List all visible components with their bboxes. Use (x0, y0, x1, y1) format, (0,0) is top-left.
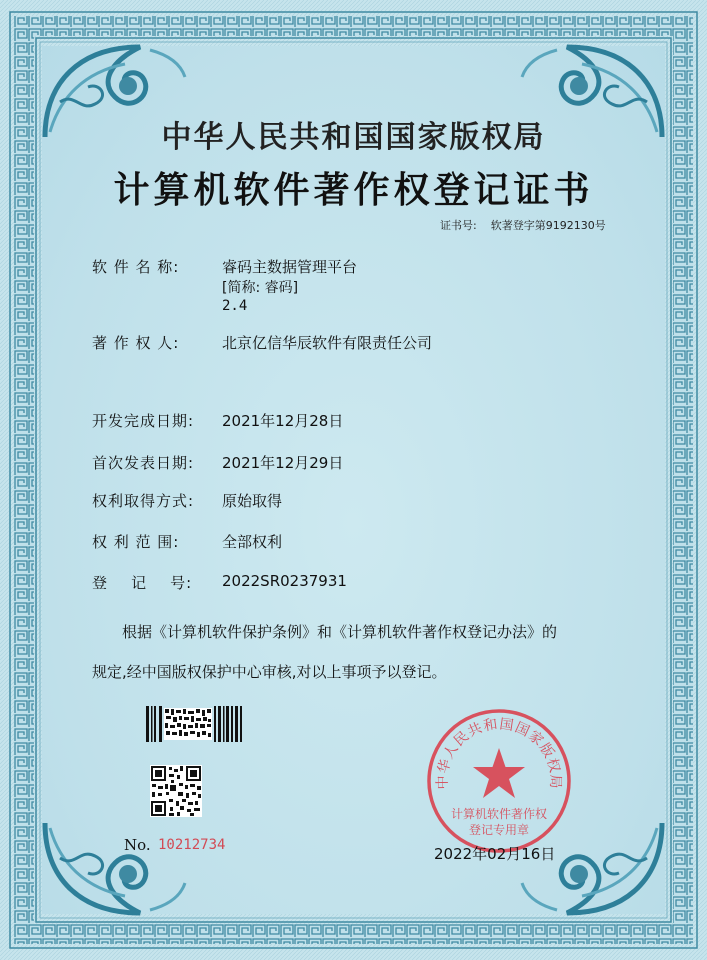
rights-scope-value: 全部权利 (222, 533, 283, 551)
serial-number-value: 10212734 (158, 837, 226, 853)
statement-line-1: 根据《计算机软件保护条例》和《计算机软件著作权登记办法》的 (122, 623, 558, 641)
serial-number-label: No. (124, 836, 151, 854)
registration-number-label: 登 记 号: (92, 574, 193, 592)
software-name-label: 软 件 名 称: (92, 258, 180, 276)
acquisition-method-label: 权利取得方式: (92, 492, 195, 510)
official-seal (424, 706, 574, 856)
certificate-number (440, 217, 606, 233)
first-publish-date-value: 2021年12月29日 (222, 454, 344, 472)
barcode-image (146, 706, 246, 742)
registration-number-value: 2022SR0237931 (222, 572, 347, 590)
certificate-number-label: 证书号: (440, 219, 477, 232)
software-short-name: [简称: 睿码] (222, 280, 299, 296)
field-first-publish-date (92, 452, 344, 473)
field-completion-date (92, 410, 344, 431)
seal-arc-text: 中华人民共和国国家版权局 (434, 716, 564, 790)
field-software-name (92, 256, 358, 277)
field-acquisition-method (92, 490, 283, 511)
completion-date-value: 2021年12月28日 (222, 412, 344, 430)
copyright-owner-label: 著 作 权 人: (92, 334, 180, 352)
field-copyright-owner (92, 332, 433, 353)
statement-line-2: 规定,经中国版权保护中心审核,对以上事项予以登记。 (92, 663, 447, 681)
corner-ornament-bottom-left (40, 818, 190, 918)
copyright-owner-value: 北京亿信华辰软件有限责任公司 (222, 334, 433, 352)
qr-code-image (150, 765, 202, 817)
seal-line-1: 计算机软件著作权 (450, 807, 548, 821)
certificate-title: 计算机软件著作权登记证书 (113, 170, 594, 211)
seal-line-2: 登记专用章 (468, 823, 530, 837)
software-version: 2.4 (222, 298, 248, 314)
rights-scope-label: 权 利 范 围: (92, 533, 180, 551)
field-registration-number (92, 572, 347, 593)
field-rights-scope (92, 531, 283, 552)
acquisition-method-value: 原始取得 (222, 492, 283, 510)
completion-date-label: 开发完成日期: (92, 412, 195, 430)
issuer-title: 中华人民共和国国家版权局 (161, 120, 546, 155)
first-publish-date-label: 首次发表日期: (92, 454, 195, 472)
certificate-number-value: 软著登字第9192130号 (490, 219, 606, 232)
issue-date: 2022年02月16日 (434, 845, 556, 863)
software-name-value: 睿码主数据管理平台 (222, 258, 358, 276)
